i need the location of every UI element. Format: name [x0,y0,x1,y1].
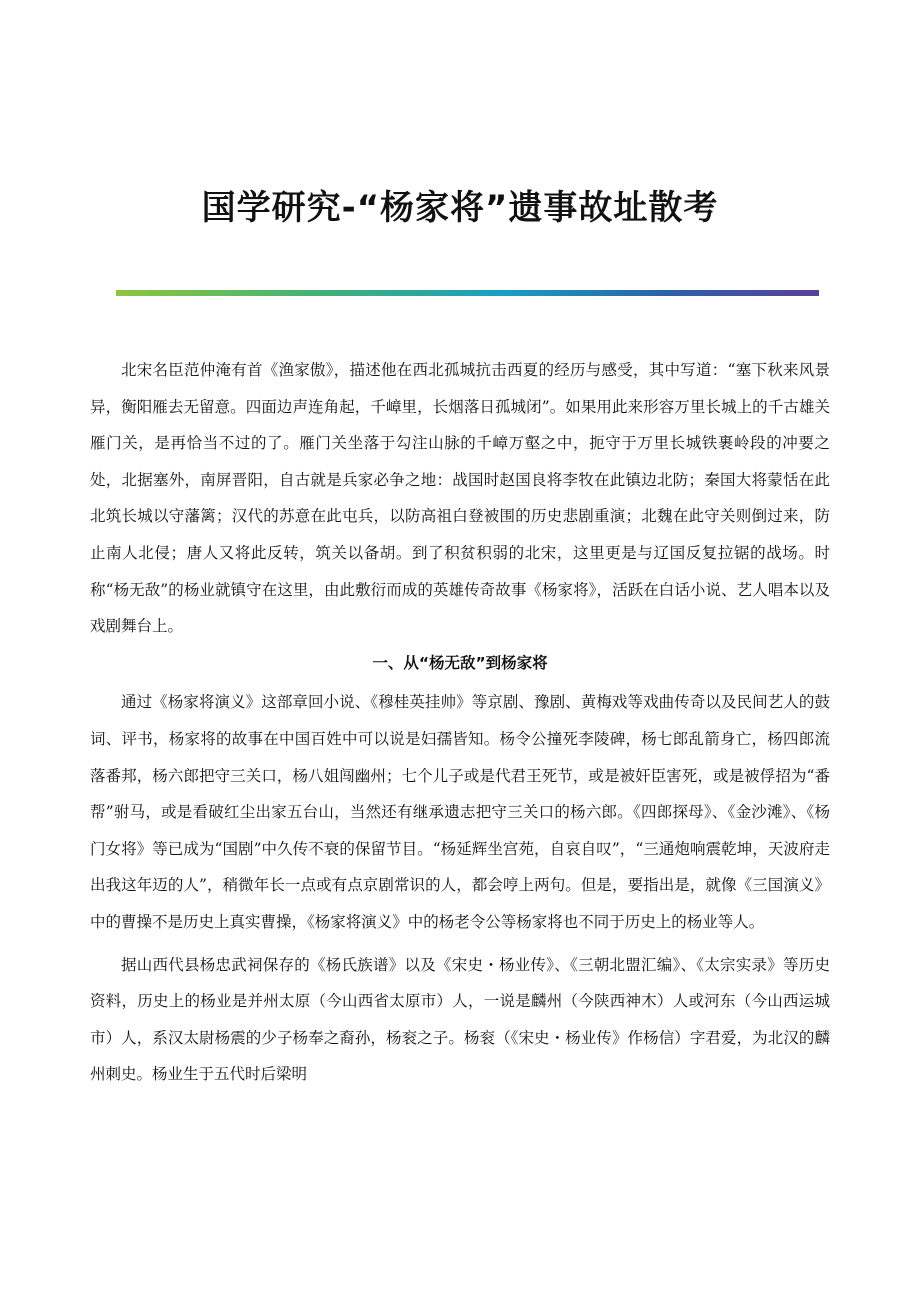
paragraph-legend: 通过《杨家将演义》这部章回小说、《穆桂英挂帅》等京剧、豫剧、黄梅戏等戏曲传奇以及民间艺人的鼓词、评书，杨家将的故事在中国百姓中可以说是妇孺皆知。杨令公撞死李陵碑，杨七郎乱箭身亡，杨四郎流落番邦，杨六郎把守三关口，杨八姐闯幽州；七个儿子或是代君王死节，或是被奸臣害死，或是被俘招为“番帮”驸马，或是看破红尘出家五台山，当然还有继承遗志把守三关口的杨六郎。《四郎探母》、《金沙滩》、《杨门女将》等已成为“国剧”中久传不衰的保留节目。“杨延辉坐宫苑，自哀自叹”，“三通炮响震乾坤，天波府走出我这年迈的人”，稍微年长一点或有点京剧常识的人，都会哼上两句。但是，要指出是，就像《三国演义》中的曹操不是历史上真实曹操，《杨家将演义》中的杨老令公等杨家将也不同于历史上的杨业等人。 [90,693,830,931]
title-divider-gradient [116,290,819,296]
section-heading-1: 一、从“杨无敌”到杨家将 [372,653,548,672]
document-body [90,352,830,1093]
document-title: 国学研究-“杨家将”遗事故址散考 [201,188,719,228]
paragraph-intro: 北宋名臣范仲淹有首《渔家傲》，描述他在西北孤城抗击西夏的经历与感受，其中写道：“塞下秋来风景异，衡阳雁去无留意。四面边声连角起，千嶂里，长烟落日孤城闭”。如果用此来形容万里长城上的千古雄关雁门关，是再恰当不过的了。雁门关坐落于勾注山脉的千嶂万壑之中，扼守于万里长城铁裹岭段的冲要之处，北据塞外，南屏晋阳，自古就是兵家必争之地：战国时赵国良将李牧在此镇边北防；秦国大将蒙恬在此北筑长城以守藩篱；汉代的苏意在此屯兵，以防高祖白登被围的历史悲剧重演；北魏在此守关则倒过来，防止南人北侵；唐人又将此反转，筑关以备胡。到了积贫积弱的北宋，这里更是与辽国反复拉锯的战场。时称“杨无敌”的杨业就镇守在这里，由此敷衍而成的英雄传奇故事《杨家将》，活跃在白话小说、艺人唱本以及戏剧舞台上。 [90,361,830,636]
paragraph-history: 据山西代县杨忠武祠保存的《杨氏族谱》以及《宋史・杨业传》、《三朝北盟汇编》、《太宗实录》等历史资料，历史上的杨业是并州太原（今山西省太原市）人，一说是麟州（今陕西神木）人或河东（今山西运城市）人，系汉太尉杨震的少子杨奉之裔孙，杨衮之子。杨衮（《宋史・杨业传》作杨信）字君爱，为北汉的麟州刺史。杨业生于五代时后梁明 [90,955,830,1084]
